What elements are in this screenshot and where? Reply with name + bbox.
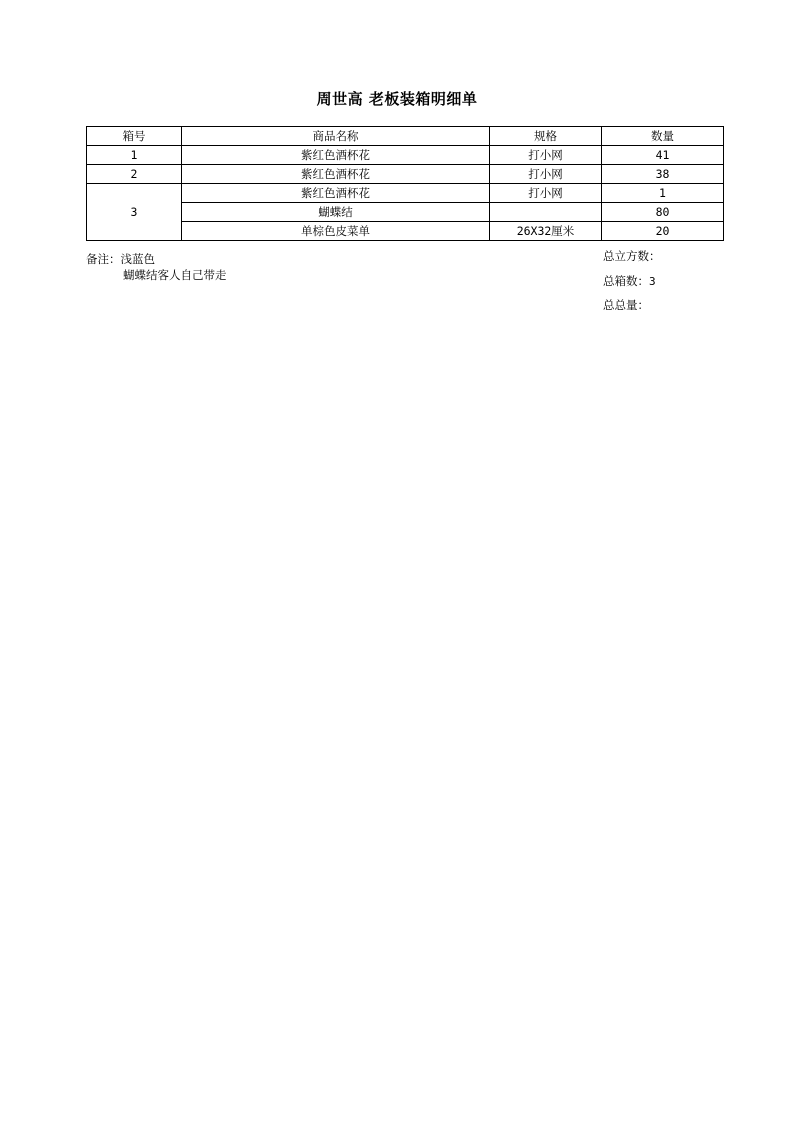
header-box-no: 箱号 — [87, 127, 182, 146]
total-weight-label: 总总量： — [603, 298, 649, 312]
cell-product-name: 紫红色酒杯花 — [182, 165, 490, 184]
table-row — [87, 222, 724, 241]
total-boxes-value: 3 — [649, 275, 656, 288]
cell-spec: 打小网 — [490, 184, 602, 203]
remarks-label: 备注： — [86, 252, 121, 266]
total-boxes — [603, 273, 656, 290]
header-spec: 规格 — [490, 127, 602, 146]
packing-list-table — [86, 126, 724, 241]
remarks-text-1: 浅蓝色 — [120, 252, 155, 266]
cell-quantity: 1 — [602, 184, 724, 203]
cell-product-name: 紫红色酒杯花 — [182, 184, 490, 203]
table-row — [87, 203, 724, 222]
cell-product-name: 单棕色皮菜单 — [182, 222, 490, 241]
table-row — [87, 184, 724, 203]
cell-spec — [490, 203, 602, 222]
remarks-text-2: 蝴蝶结客人自己带走 — [123, 268, 227, 282]
cell-quantity: 80 — [602, 203, 724, 222]
cell-product-name: 紫红色酒杯花 — [182, 146, 490, 165]
total-volume — [603, 248, 661, 265]
cell-spec: 26X32厘米 — [490, 222, 602, 241]
total-weight — [603, 297, 649, 314]
cell-spec: 打小网 — [490, 165, 602, 184]
cell-quantity: 20 — [602, 222, 724, 241]
remarks-line-1 — [86, 251, 227, 267]
cell-quantity: 41 — [602, 146, 724, 165]
cell-quantity: 38 — [602, 165, 724, 184]
cell-spec: 打小网 — [490, 146, 602, 165]
document-title: 周世高 老板装箱明细单 — [316, 90, 478, 108]
table-header-row — [87, 127, 724, 146]
total-volume-label: 总立方数： — [603, 249, 661, 263]
remarks-block — [86, 251, 227, 283]
table-row — [87, 165, 724, 184]
cell-product-name: 蝴蝶结 — [182, 203, 490, 222]
cell-box-no: 1 — [87, 146, 182, 165]
cell-box-no: 2 — [87, 165, 182, 184]
table-row — [87, 146, 724, 165]
cell-box-no-merged: 3 — [87, 184, 182, 241]
header-quantity: 数量 — [602, 127, 724, 146]
total-boxes-label: 总箱数： — [603, 274, 649, 288]
header-product-name: 商品名称 — [182, 127, 490, 146]
